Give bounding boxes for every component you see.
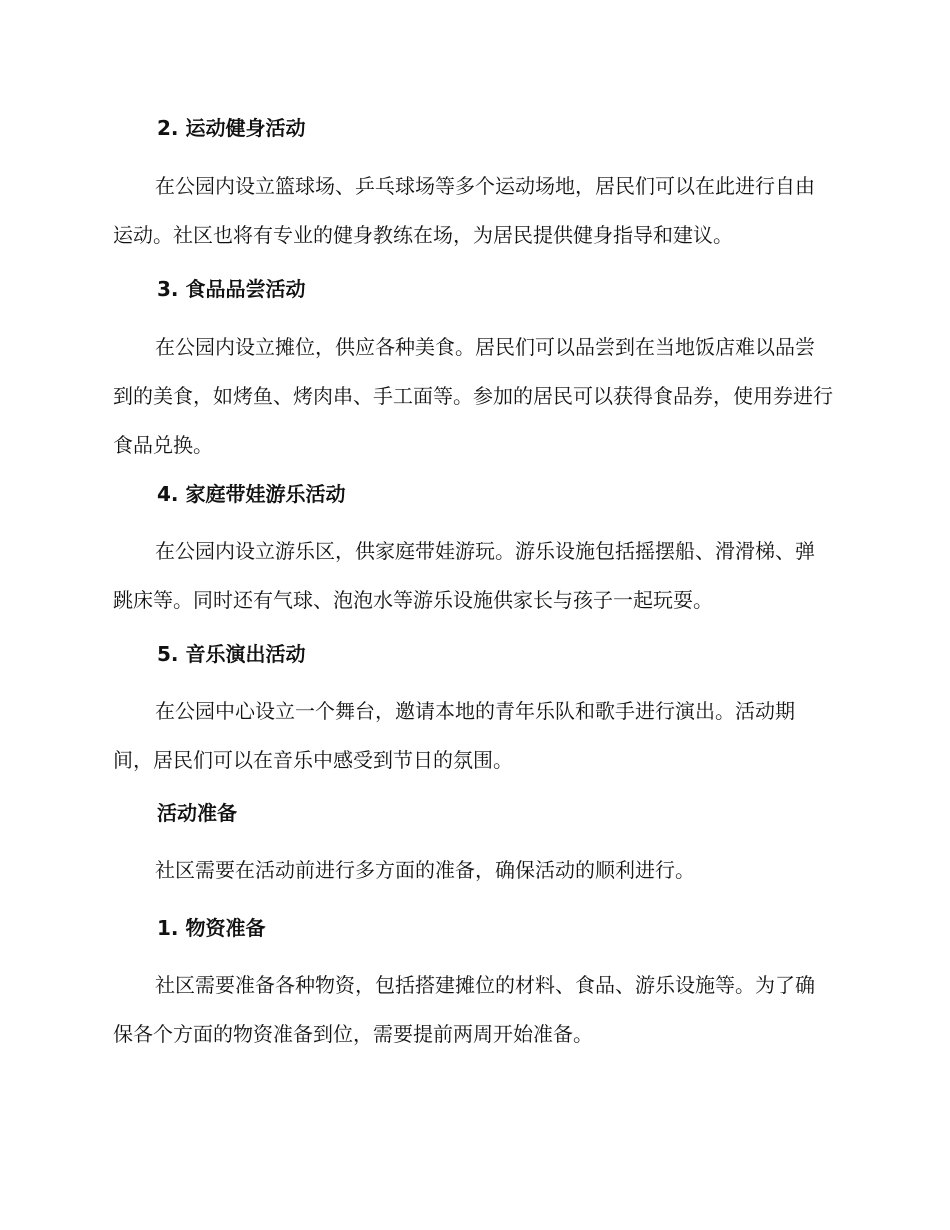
section-paragraph-sports: 在公园内设立篮球场、乒乓球场等多个运动场地，居民们可以在此进行自由运动。社区也将有专业的健身教练在场，为居民提供健身指导和建议。 (113, 174, 815, 247)
section-heading-sports: 2. 运动健身活动 (157, 116, 306, 140)
section-heading-preparation: 活动准备 (157, 801, 237, 825)
section-heading-music: 5. 音乐演出活动 (157, 642, 306, 666)
section-heading-family: 4. 家庭带娃游乐活动 (157, 482, 346, 506)
section-heading-food: 3. 食品品尝活动 (157, 277, 306, 301)
section-paragraph-music: 在公园中心设立一个舞台，邀请本地的青年乐队和歌手进行演出。活动期间，居民们可以在音乐中感受到节日的氛围。 (113, 699, 795, 772)
section-paragraph-materials: 社区需要准备各种物资，包括搭建摊位的材料、食品、游乐设施等。为了确保各个方面的物资准备到位，需要提前两周开始准备。 (113, 973, 815, 1046)
section-heading-materials: 1. 物资准备 (157, 916, 266, 940)
section-paragraph-family: 在公园内设立游乐区，供家庭带娃游玩。游乐设施包括摇摆船、滑滑梯、弹跳床等。同时还有气球、泡泡水等游乐设施供家长与孩子一起玩耍。 (113, 539, 815, 612)
section-paragraph-food: 在公园内设立摊位，供应各种美食。居民们可以品尝到在当地饭店难以品尝到的美食，如烤鱼、烤肉串、手工面等。参加的居民可以获得食品券，使用券进行食品兑换。 (113, 335, 833, 457)
section-paragraph-preparation: 社区需要在活动前进行多方面的准备，确保活动的顺利进行。 (155, 858, 695, 882)
